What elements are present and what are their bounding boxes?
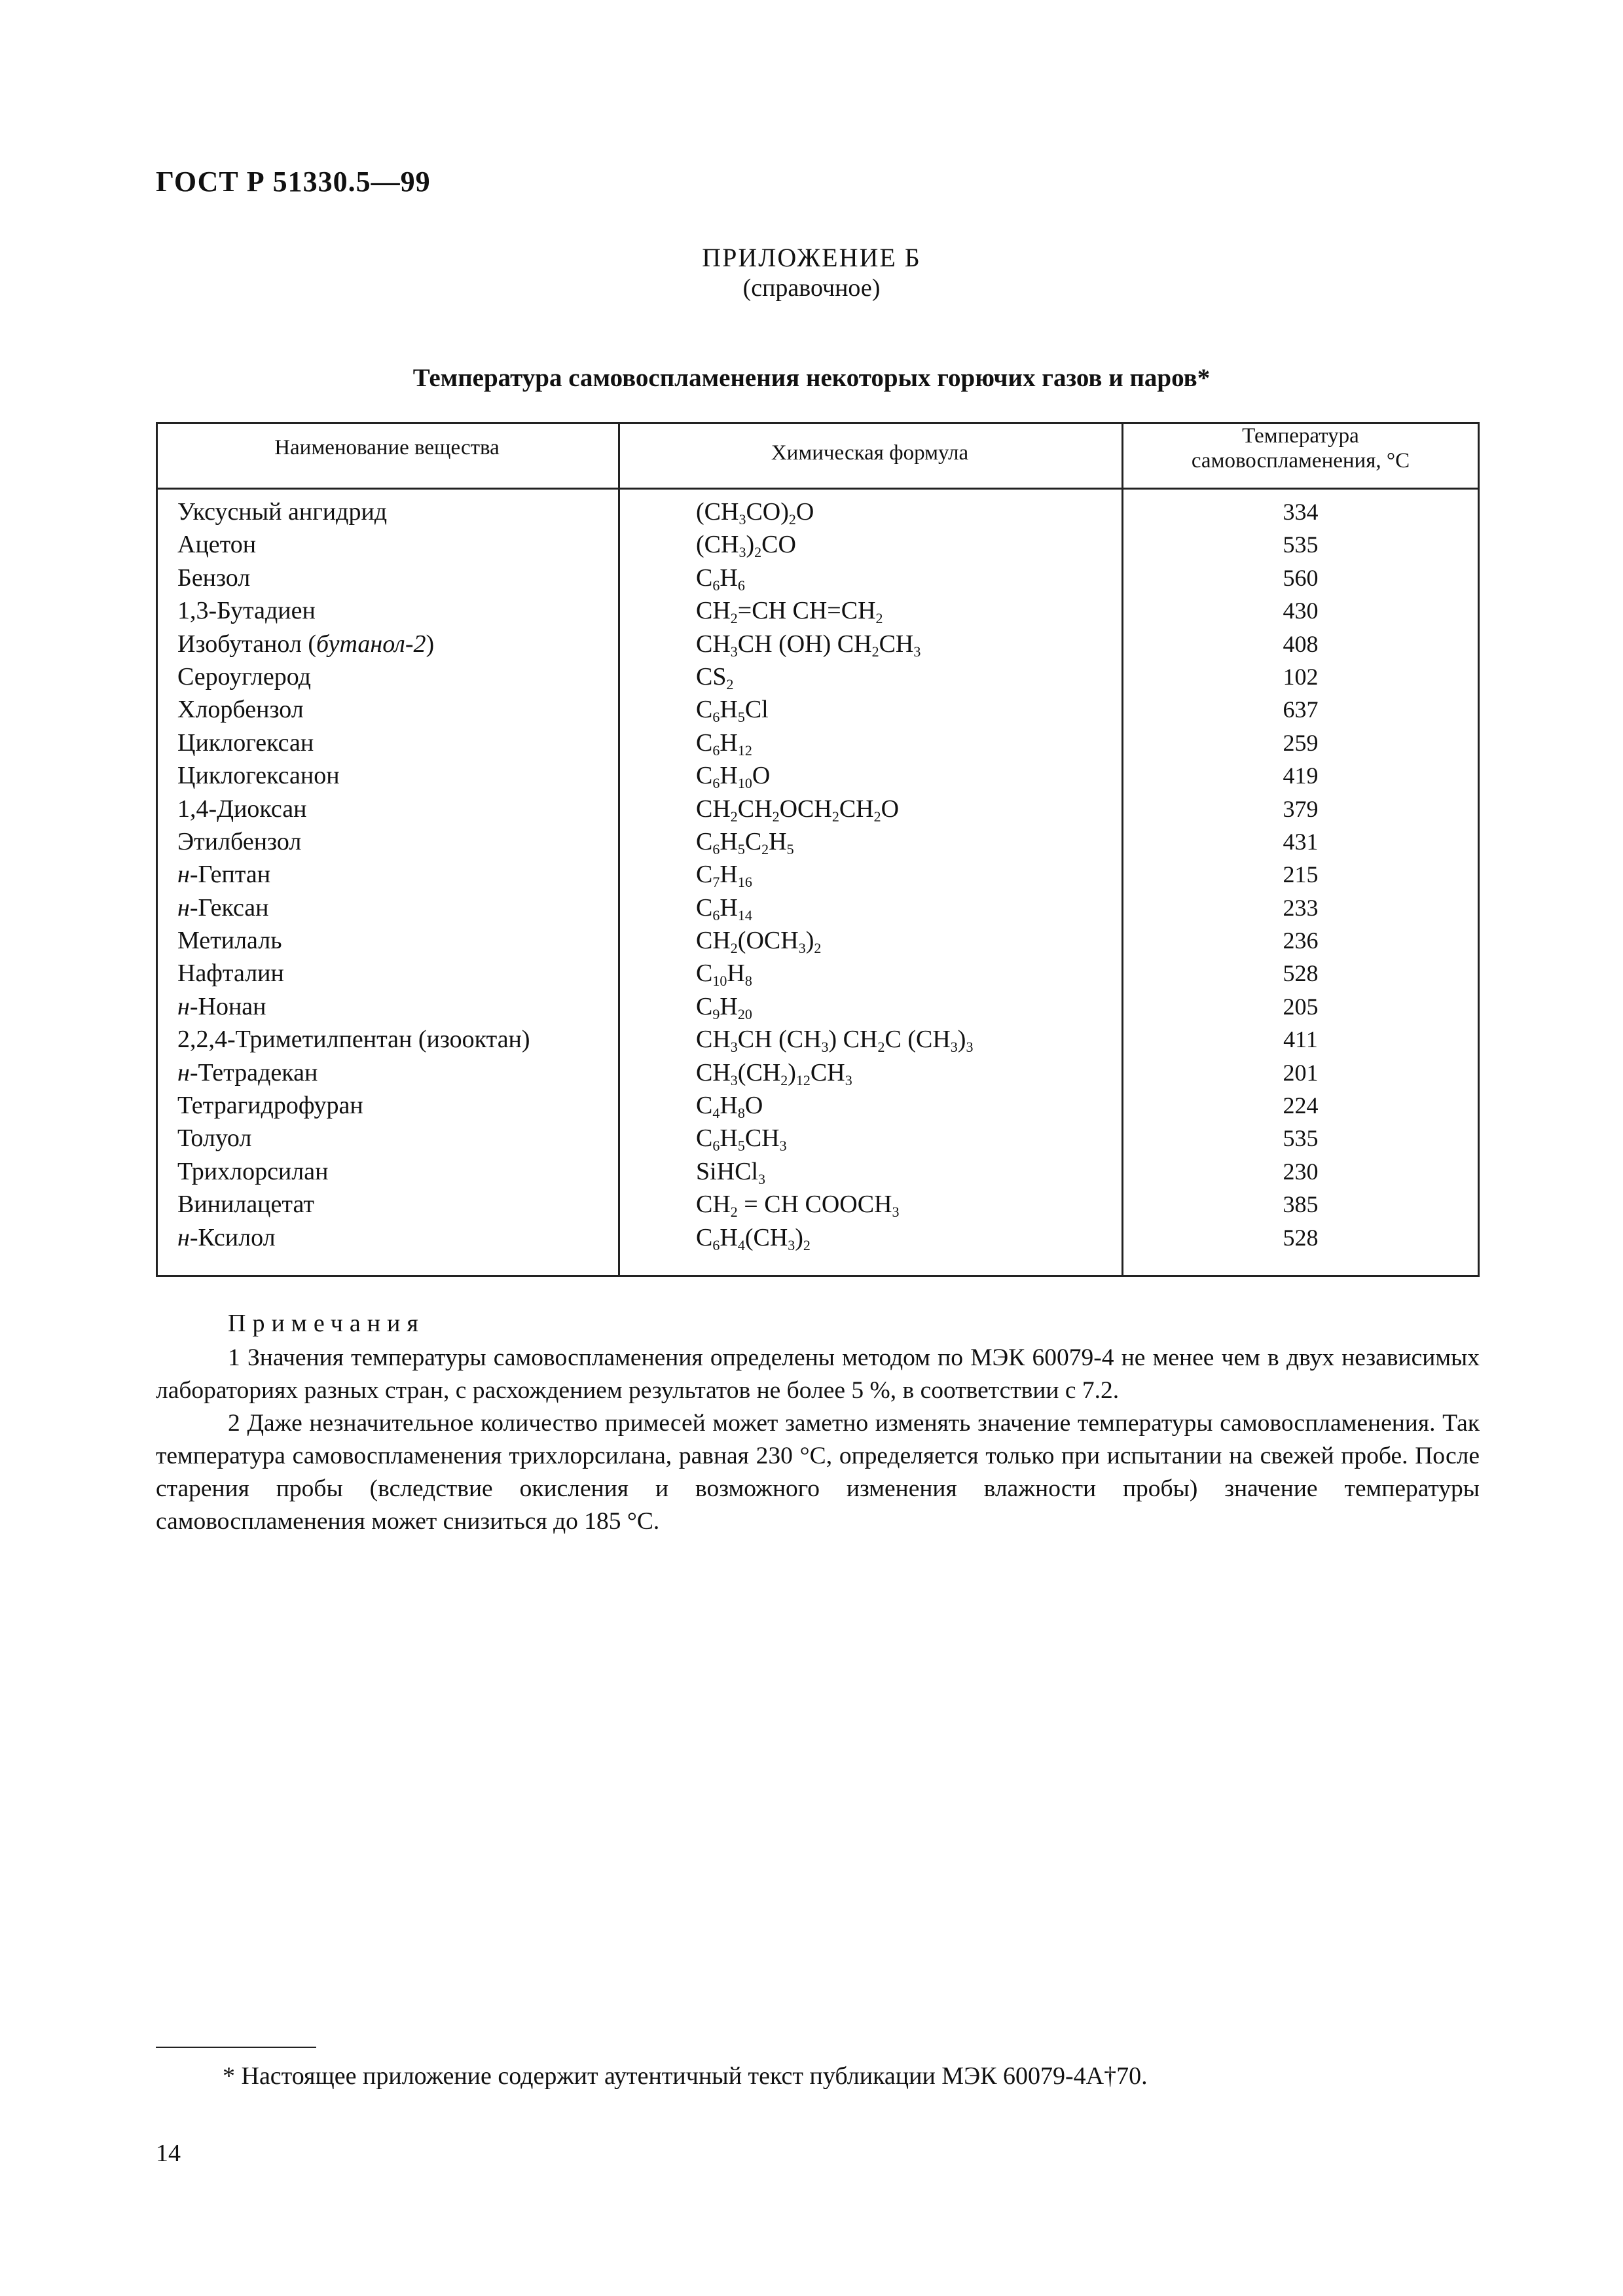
footnote-rule — [156, 2047, 316, 2048]
chemical-formula: $C_6H_4(CH_3)_2$ — [696, 1223, 811, 1253]
table-row — [156, 1221, 1480, 1254]
ignition-temperature: 430 — [1283, 598, 1319, 624]
appendix-kind: (справочное) — [742, 274, 881, 302]
substance-name: Циклогексанон — [177, 762, 340, 790]
table-row — [156, 1122, 1480, 1155]
chemical-formula: $C_6H_5CH_3$ — [696, 1124, 787, 1155]
chemical-formula: $CH_3CH$ (OH) $CH_2CH_3$ — [696, 630, 921, 660]
table-body — [156, 495, 1480, 1254]
column-header-temperature-line2: самовоспламенения, °С — [1191, 449, 1410, 473]
table-title: Температура самовоспламенения некоторых горючих газов и паров* — [412, 364, 1211, 392]
ignition-temperature: 560 — [1283, 564, 1319, 591]
table-row — [156, 693, 1480, 726]
substance-name: Хлорбензол — [177, 696, 304, 724]
substance-name: Бензол — [177, 564, 251, 592]
chemical-formula: $CH_3(CH_2)_{12}CH_3$ — [696, 1058, 852, 1088]
table-row — [156, 957, 1480, 990]
substance-name: Ацетон — [177, 531, 257, 559]
ignition-temperature: 385 — [1283, 1191, 1319, 1218]
substance-name: Уксусный ангидрид — [177, 498, 388, 526]
chemical-formula: $C_6H_{12}$ — [696, 728, 752, 759]
chemical-formula: $C_6H_{10}O$ — [696, 762, 771, 792]
table-row — [156, 495, 1480, 528]
table-row — [156, 562, 1480, 594]
substance-name: Метилаль — [177, 927, 282, 955]
ignition-temperature: 205 — [1283, 993, 1319, 1020]
ignition-temperature: 528 — [1283, 960, 1319, 987]
substance-name: н-Гептан — [177, 861, 271, 889]
ignition-temperature: 528 — [1283, 1224, 1319, 1251]
footnote: * Настоящее приложение содержит аутентичный текст публикации МЭК 60079-4А†70. — [223, 2062, 1148, 2090]
ignition-temperature: 230 — [1283, 1158, 1319, 1185]
chemical-formula: $C_6H_5Cl$ — [696, 696, 769, 726]
substance-name: Нафталин — [177, 960, 284, 988]
substance-name: н-Нонан — [177, 992, 266, 1020]
substance-name: Этилбензол — [177, 827, 302, 855]
substance-name: Сероуглерод — [177, 662, 311, 691]
page-number: 14 — [156, 2140, 181, 2167]
chemical-formula: $C_9H_{20}$ — [696, 992, 752, 1022]
ignition-temperature: 408 — [1283, 630, 1319, 657]
chemical-formula: $CH_2$ = CH $COOCH_3$ — [696, 1191, 900, 1221]
header-divider — [156, 488, 1480, 490]
ignition-temperature: 259 — [1283, 729, 1319, 756]
notes-title: Примечания — [228, 1310, 425, 1337]
table-row — [156, 825, 1480, 858]
substance-name: Изобутанол (бутанол-2) — [177, 630, 435, 658]
table-row — [156, 726, 1480, 759]
table-row — [156, 1188, 1480, 1221]
column-header-formula: Химическая формула — [771, 441, 969, 465]
table-row — [156, 1155, 1480, 1188]
ignition-temperature: 201 — [1283, 1059, 1319, 1086]
chemical-formula: $C_6H_6$ — [696, 564, 745, 594]
chemical-formula: $(CH_3CO)_2O$ — [696, 498, 814, 528]
chemical-formula: $CH_2(OCH_3)_2$ — [696, 927, 822, 957]
chemical-formula: $C_6H_5C_2H_5$ — [696, 827, 794, 857]
ignition-temperature-table — [156, 422, 1480, 1277]
chemical-formula: $C_7H_{16}$ — [696, 861, 752, 891]
ignition-temperature: 431 — [1283, 828, 1319, 855]
table-row — [156, 891, 1480, 924]
ignition-temperature: 102 — [1283, 663, 1319, 690]
table-row — [156, 759, 1480, 792]
chemical-formula: $C_{10}H_8$ — [696, 960, 752, 990]
column-header-name: Наименование вещества — [274, 436, 500, 459]
chemical-formula: SiHCl$_3$ — [696, 1157, 766, 1187]
table-row — [156, 1023, 1480, 1056]
appendix-title: ПРИЛОЖЕНИЕ Б — [702, 243, 921, 272]
ignition-temperature: 411 — [1283, 1026, 1318, 1053]
ignition-temperature: 236 — [1283, 927, 1319, 954]
table-row — [156, 924, 1480, 957]
table-row — [156, 1056, 1480, 1089]
chemical-formula: $C_6H_{14}$ — [696, 893, 752, 924]
substance-name: Трихлорсилан — [177, 1157, 329, 1185]
table-row — [156, 594, 1480, 627]
substance-name: Циклогексан — [177, 728, 314, 757]
ignition-temperature: 637 — [1283, 696, 1319, 723]
substance-name: н-Тетрадекан — [177, 1058, 318, 1086]
table-row — [156, 660, 1480, 693]
ignition-temperature: 233 — [1283, 894, 1319, 921]
chemical-formula: $CH_2=CH$ $CH=CH_2$ — [696, 597, 883, 627]
chemical-formula: $CH_3CH$ $(CH_3)$ $CH_2C$ $(CH_3)_3$ — [696, 1026, 974, 1056]
ignition-temperature: 215 — [1283, 861, 1319, 888]
substance-name: 1,3-Бутадиен — [177, 597, 316, 625]
chemical-formula: $(CH_3)_2CO$ — [696, 531, 796, 561]
table-row — [156, 858, 1480, 891]
document-code: ГОСТ Р 51330.5—99 — [156, 166, 431, 198]
substance-name: н-Ксилол — [177, 1223, 276, 1251]
ignition-temperature: 334 — [1283, 499, 1319, 525]
chemical-formula: $C_4H_8O$ — [696, 1092, 763, 1122]
note-2: 2 Даже незначительное количество примесей может заметно изменять значение температуры самовоспламенения. Так температура самовоспламенения трихлорсилана, равная 230 °С, определяется только при испытании на свежей пробе. После старения пробы (вследствие окисления и возможного изменения влажности пробы) значение температуры самовоспламенения может снизиться до 185 °С. — [156, 1410, 1480, 1535]
ignition-temperature: 535 — [1283, 531, 1319, 558]
table-row — [156, 793, 1480, 825]
substance-name: Винилацетат — [177, 1191, 314, 1219]
column-header-temperature-line1: Температура — [1242, 424, 1359, 448]
table-row — [156, 990, 1480, 1023]
table-row — [156, 628, 1480, 660]
chemical-formula: $CS_2$ — [696, 662, 734, 692]
ignition-temperature: 535 — [1283, 1125, 1319, 1152]
chemical-formula: $CH_2CH_2OCH_2CH_2O$ — [696, 795, 900, 825]
substance-name: н-Гексан — [177, 893, 269, 922]
ignition-temperature: 379 — [1283, 795, 1319, 822]
substance-name: Толуол — [177, 1124, 252, 1153]
substance-name: 1,4-Диоксан — [177, 795, 307, 823]
substance-name: Тетрагидрофуран — [177, 1092, 363, 1120]
substance-name: 2,2,4-Триметилпентан (изооктан) — [177, 1026, 530, 1054]
column-header-temperature — [1122, 423, 1480, 473]
ignition-temperature: 224 — [1283, 1092, 1319, 1119]
table-row — [156, 1089, 1480, 1122]
note-1: 1 Значения температуры самовоспламенения определены методом по МЭК 60079-4 не менее чем в двух независимых лабораториях разных стран, с расхождением результатов не более 5 %, в соответствии с 7.2. — [156, 1344, 1480, 1404]
table-row — [156, 528, 1480, 561]
ignition-temperature: 419 — [1283, 762, 1319, 789]
